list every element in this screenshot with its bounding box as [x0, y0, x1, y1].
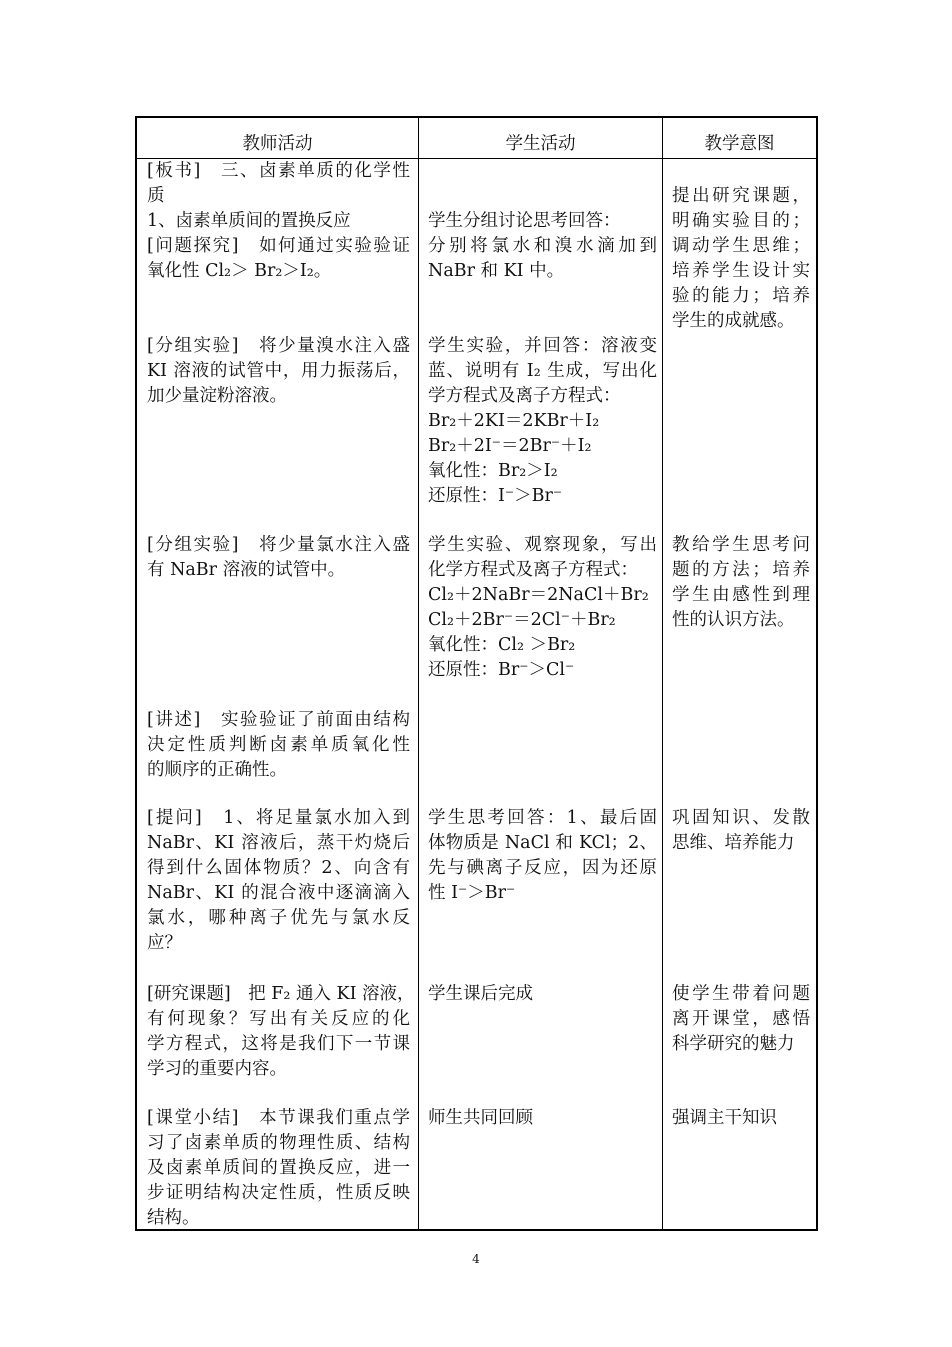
text-line: 学方程式及离子方程式：: [428, 386, 621, 406]
text-line: 决定性质判断卤素单质氧化性: [147, 735, 410, 755]
text-line: 学生由感性到理: [672, 585, 810, 605]
text-line: 学生实验、观察现象，写出: [428, 535, 657, 555]
teacher-block-bromine-experiment: [137, 334, 418, 409]
student-activity-column: [420, 159, 663, 1229]
text-line: 质: [147, 186, 165, 206]
text-line: 离开课堂，感悟: [672, 1009, 810, 1029]
student-block-review: [420, 1106, 663, 1131]
text-line: 氧化性 Cl₂＞ Br₂＞I₂。: [147, 261, 332, 281]
text-line: 学习的重要内容。: [147, 1059, 287, 1079]
text-line: [问题探究] 如何通过实验验证: [147, 236, 410, 256]
equation-line: Cl₂＋2NaBr＝2NaCl＋Br₂: [428, 585, 649, 605]
teacher-block-chlorine-experiment: [137, 533, 418, 583]
lesson-plan-table: [135, 116, 818, 1231]
text-line: [研究课题] 把 F₂ 通入 KI 溶液，: [147, 984, 415, 1004]
text-line: 科学研究的魅力: [672, 1034, 795, 1054]
intent-block-consolidate: [664, 806, 816, 856]
text-line: NaBr 和 KI 中。: [428, 261, 565, 281]
equation-line: Cl₂＋2Br⁻＝2Cl⁻＋Br₂: [428, 610, 616, 630]
text-line: 应？: [147, 933, 182, 953]
header-teaching-intent: 教学意图: [704, 134, 775, 154]
text-line: 学生实验，并回答：溶液变: [428, 336, 657, 356]
text-line: 性的认识方法。: [672, 610, 795, 630]
student-block-answers: [420, 806, 663, 906]
text-line: [板书] 三、卤素单质的化学性: [147, 161, 410, 181]
text-line: 使学生带着问题: [672, 984, 810, 1004]
text-line: 还原性：I⁻＞Br⁻: [428, 486, 563, 506]
student-block-discussion: [420, 209, 663, 284]
text-line: 先与碘离子反应，因为还原: [428, 858, 657, 878]
teacher-block-questions: [137, 806, 418, 956]
student-block-bromine-result: [420, 334, 663, 509]
text-line: 的顺序的正确性。: [147, 760, 287, 780]
text-line: 有何现象？写出有关反应的化: [147, 1009, 410, 1029]
text-line: 氧化性：Br₂＞I₂: [428, 461, 558, 481]
text-line: 学生思考回答：1、最后固: [428, 808, 657, 828]
text-line: 验的能力；培养: [672, 286, 810, 306]
text-line: [讲述] 实验验证了前面由结构: [147, 710, 410, 730]
teaching-intent-column: [664, 159, 816, 1229]
intent-block-key-knowledge: [664, 1106, 816, 1131]
text-line: 氯水，哪种离子优先与氯水反: [147, 908, 410, 928]
text-line: 有 NaBr 溶液的试管中。: [147, 560, 346, 580]
text-line: KI 溶液的试管中，用力振荡后，: [147, 361, 410, 381]
text-line: 1、卤素单质间的置换反应: [147, 211, 351, 231]
header-student-activity: 学生活动: [505, 134, 576, 154]
text-line: 还原性：Br⁻＞Cl⁻: [428, 660, 575, 680]
text-line: 习了卤素单质的物理性质、结构: [147, 1133, 410, 1153]
text-line: 培养学生设计实: [672, 261, 810, 281]
teacher-block-summary: [137, 1106, 418, 1229]
text-line: NaBr、KI 溶液后，蒸干灼烧后: [147, 833, 410, 853]
teacher-block-board-writing: [137, 159, 418, 284]
teacher-block-explanation: [137, 708, 418, 783]
text-line: 化学方程式及离子方程式：: [428, 560, 638, 580]
text-line: 性 I⁻＞Br⁻: [428, 883, 516, 903]
text-line: 加少量淀粉溶液。: [147, 386, 287, 406]
text-line: 学生课后完成: [428, 984, 533, 1004]
text-line: 学生分组讨论思考回答：: [428, 211, 621, 231]
text-line: [分组实验] 将少量溴水注入盛: [147, 336, 410, 356]
teacher-activity-column: [137, 159, 418, 1229]
text-line: 提出研究课题，: [672, 186, 810, 206]
intent-block-research: [664, 184, 816, 334]
student-block-chlorine-result: [420, 533, 663, 683]
text-line: 体物质是 NaCl 和 KCl；2、: [428, 833, 657, 853]
text-line: NaBr、KI 的混合液中逐滴滴入: [147, 883, 410, 903]
text-line: 思维、培养能力: [672, 833, 795, 853]
equation-line: Br₂＋2KI＝2KBr＋I₂: [428, 411, 600, 431]
text-line: 强调主干知识: [672, 1108, 777, 1128]
intent-block-questions-after-class: [664, 982, 816, 1057]
teacher-block-research-topic: [137, 982, 418, 1082]
equation-line: Br₂＋2I⁻＝2Br⁻＋I₂: [428, 436, 592, 456]
text-line: 结构。: [147, 1208, 200, 1228]
text-line: 得到什么固体物质？2、向含有: [147, 858, 410, 878]
text-line: 步证明结构决定性质，性质反映: [147, 1183, 410, 1203]
column-divider: [418, 118, 419, 1229]
text-line: 及卤素单质间的置换反应，进一: [147, 1158, 410, 1178]
text-line: 学方程式，这将是我们下一节课: [147, 1034, 410, 1054]
page-number: 4: [472, 1252, 480, 1266]
text-line: 调动学生思维；: [672, 236, 810, 256]
text-line: 明确实验目的；: [672, 211, 810, 231]
text-line: 巩固知识、发散: [672, 808, 810, 828]
text-line: [提问] 1、将足量氯水加入到: [147, 808, 410, 828]
intent-block-thinking-method: [664, 533, 816, 633]
text-line: 师生共同回顾: [428, 1108, 533, 1128]
text-line: 蓝、说明有 I₂ 生成，写出化: [428, 361, 657, 381]
text-line: 氧化性：Cl₂ ＞Br₂: [428, 635, 576, 655]
student-block-homework: [420, 982, 663, 1007]
text-line: [课堂小结] 本节课我们重点学: [147, 1108, 410, 1128]
text-line: [分组实验] 将少量氯水注入盛: [147, 535, 410, 555]
header-teacher-activity: 教师活动: [242, 134, 313, 154]
text-line: 教给学生思考问: [672, 535, 810, 555]
text-line: 分别将氯水和溴水滴加到: [428, 236, 657, 256]
text-line: 学生的成就感。: [672, 311, 795, 331]
text-line: 题的方法；培养: [672, 560, 810, 580]
